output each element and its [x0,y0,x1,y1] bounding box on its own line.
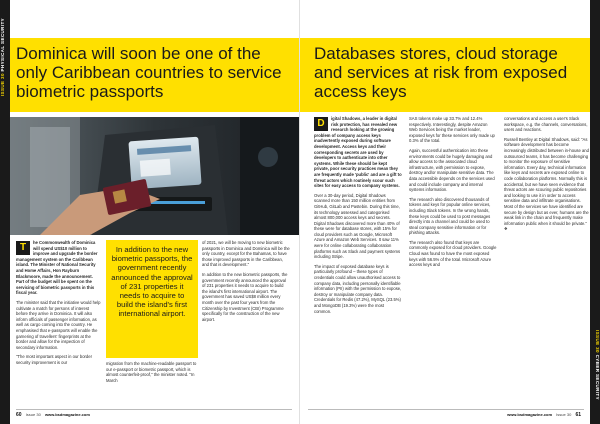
right-paragraph-5: Again, successful authentication into these environments could be hugely damaging and allow access to the associated cloud infrastructure, with permission to expose, destroy and/or manipulate sensitive data. The data accessible depends on the services used and could include company and internal systems information. [409,147,495,193]
right-sidebar [590,0,600,424]
left-paragraph-5: In addition to the new biometric passports, the government recently announced the approval of 231 properties it needs to acquire to build the island's first international airport. The government has saved US$8 million every month over the past four years from the Citizenship by Investment (CBI) Programme specifically for the construction of the new airport. [202,271,288,322]
left-body-column-2-tail [106,361,198,387]
left-sidebar-label [0,18,10,96]
left-page-number: 60 [16,412,22,418]
left-sidebar-issue: ISSUE 30 [0,73,5,97]
right-footer-site: www.bsdmagazine.com [507,412,553,417]
left-dropcap: T [16,241,30,255]
right-body-column-2 [409,116,497,272]
left-footer-issue: Issue 30 [25,412,41,417]
left-body-column-1 [16,240,102,369]
left-lead-paragraph [16,240,102,296]
left-paragraph-1: he Commonwealth of Dominica will spend US$10 million to improve and upgrade the border management system on the Caribbean island. The Minister of National Security and Home Affairs, Hon Rayburn Blackmoore, made the announcement. Part of the budget will be spent on the servicing of biometric passports in this fiscal year. [16,240,98,296]
right-page [300,0,600,424]
right-sidebar-label [590,330,600,400]
right-paragraph-8: conversations and access a user's Slack workspace, e.g. the channels, conversations, users and reactions. [504,116,588,133]
left-sidebar-section: PHYSICAL SECURITY [0,18,5,72]
right-footer [507,412,584,418]
right-body-column-1 [314,116,402,318]
right-paragraph-3: The impact of exposed database keys is particularly profound – these types of credentials could allow unauthorised access to company data, including personally identifiable information (PII) with the permission to expose, destroy or manipulate company data. Credentials for Redis (47.2%), MySQL (23.5%) and MongoDB (19.3%) were the most common. [314,263,402,314]
right-footer-rule [308,409,584,410]
right-paragraph-1: igital Shadows, a leader in digital risk protection, has revealed new research looking at the growing problem of company access keys inadvertently exposed during software development. Access keys and their corresponding secrets are used by developers to authenticate into other systems. While these should be kept private, poor security practices mean they are frequently made 'public' and are a gift to threat actors which routinely scour such sites for easy access to company systems. [314,116,402,189]
left-body-column-3 [202,240,290,326]
right-page-number: 61 [575,412,581,418]
right-sidebar-section: CYBER SECURITY [595,354,600,400]
left-paragraph-2: The minister said that the initiative would help cultivate a match for persons of interest before they arrive in Dominica. It will also inform officials of passenger information, as well as cargo coming into the country. He emphasised that e-passports will enable the garnering of travellers' fingerprints at the border and allow for the inspection of secondary information. [16,299,101,350]
right-lead-paragraph [314,116,402,189]
right-paragraph-6: The research also discovered thousands of tokens and keys for popular online services, including Slack tokens. In the wrong hands, these keys could be used to post messages directly into a channel and could be used to steal company sensitive information or for phishing attacks. [409,196,491,236]
right-paragraph-9: Russell Bentley at Digital Shadows, said: "As software development has become increasingly distributed between in-house and outsourced teams, it has become challenging to monitor the exposure of sensitive information. Every day, technical information like keys and secrets are exposed online to code collaboration platforms. Normally this is accidental, but we have seen evidence that threat actors are scouring public repositories and looking to use it in order to access sensitive data and infiltrate organisations. Most of the services we have identified are secure by design but as ever, humans are the weak link in the chain and frequently make information public when it should be private." ❖ [504,136,589,232]
right-footer-issue: Issue 30 [556,412,572,417]
left-paragraph-tail: migration from the machine-readable passport to our e-passport or biometric passport, which is almost counterfeit-proof," the minister noted. "In March [106,361,197,383]
left-sidebar [0,0,10,424]
right-paragraph-7: The research also found that keys are commonly exposed for cloud providers. Google Cloud was found to have the most exposed keys with 56.5% of the total. Microsoft Azure access keys and [409,239,497,268]
left-paragraph-4: of 2021, we will be moving to new biometric passports in Dominica and Dominica will be the only country, except for the Bahamas, to have those improved passports in the Caribbean, and that is development." [202,240,290,268]
right-body-column-3 [504,116,590,236]
left-headline: Dominica will soon be one of the only Caribbean countries to service biometric passports [16,44,282,101]
right-paragraph-2: Over a 30-day period, Digital Shadows scanned more than 150 million entities from GitHub, GitLab and Pastebin. During this time, its technology assessed and categorised almost 800,000 access keys and secrets. Digital Shadows discovered more than 40% of these were for database stores, with 15% for cloud providers such as Google, Microsoft Azure and Amazon Web Services. It saw 11% were for online collaborating collaboration platforms such as Slack and payment systems including Stripe. [314,192,401,260]
passport-kiosk-illustration [10,117,300,235]
right-paragraph-4: SAS tokens make up 33.7% and 12.4% respectively. Interestingly, despite Amazon Web Services being the market leader, exposed keys for these services only made up 0.3% of the total. [409,116,495,144]
left-footer [16,412,93,418]
left-footer-site: www.bsdmagazine.com [44,412,90,417]
left-paragraph-3: "The most important aspect in our border security improvement is our [16,354,92,365]
left-pull-quote: In addition to the new biometric passports, the government recently announced the approval of 231 properties it needs to acquire to build the island's first international airport. [106,240,198,358]
right-headline: Databases stores, cloud storage and services at risk from exposed access keys [314,44,568,101]
right-dropcap: D [314,117,328,131]
right-sidebar-issue: ISSUE 30 [595,330,600,353]
passport-kiosk-photo [10,117,300,235]
left-footer-rule [16,409,292,410]
